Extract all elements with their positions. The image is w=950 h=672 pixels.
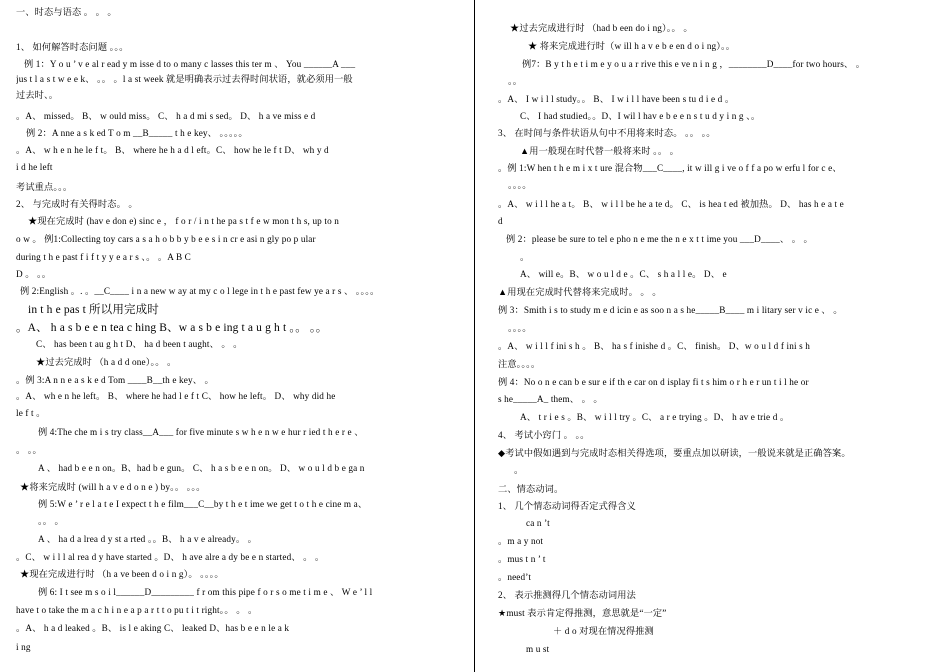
text-line: A 、 had b e e n on。B、had b e gun。 C、 h a s b e e n on。 D、 w o u l d b e ga n — [38, 463, 365, 473]
text-line: 。A、 I w i l l study。。 B、 I w i l l have been s tu d i e d 。 — [498, 94, 735, 104]
text-line: 。例 1:W hen t h e m i x t ure 混合物___C____, it w ill g i ve o f f a po w erfu l for c e、 — [498, 163, 842, 173]
text-line: 。C、 w i l l al rea d y have started 。D、 h ave alre a dy be e n started、 。 。 — [16, 552, 325, 562]
text-line: during t h e past f i f t y y e a r s 、。 。A B C — [16, 252, 191, 262]
text-line: 。need’t — [498, 572, 532, 582]
text-line: 二、情态动词。 — [498, 484, 564, 494]
text-line: 。。 。 — [38, 516, 64, 526]
text-line: 一、时态与语态 。 。 。 — [16, 7, 117, 17]
text-line: 例 5:W e ’ r e l a t e I expect t h e film___C__by t h e t ime we get t o t h e cine m a、 — [38, 499, 368, 509]
text-line: C、 I had studied。。D、I wil l hav e b e e n s t u d y i n g 、。 — [520, 111, 761, 121]
text-line: o w 。 例1:Collecting toy cars a s a h o b b y b e e s i n cr e asi n gly po p ular — [16, 234, 316, 244]
text-line: ▲用现在完成时代替将来完成时。 。 。 — [498, 287, 662, 297]
text-line: 。 。。 — [16, 445, 42, 455]
text-line: 。 — [514, 465, 524, 475]
text-line: ★must 表示肯定得推测，意思就是“一定” — [498, 608, 667, 618]
text-line: 2、 表示推测得几个情态动词用法 — [498, 590, 636, 600]
text-line: 。A、 h a d leaked 。B、 is l e aking C、 leaked D、has b e e n le a k — [16, 623, 290, 633]
text-line: ◆考试中假如遇到与完成时态相关得选项，要重点加以研读，一般说来就是正确答案。 — [498, 448, 851, 458]
text-line: ▲用一般现在时代替一般将来时 。。 。 — [520, 146, 679, 156]
text-line: 。mus t n ’ t — [498, 554, 546, 564]
text-line: 。A、 w i l l f ini s h 。 B、 ha s f inishe d 。C、 finish。 D、w o u l d f ini s h — [498, 341, 811, 351]
text-line: have t o take the m a c h i n e a p a r t t o pu t i t right。。 。 。 — [16, 605, 258, 615]
text-line: 考试重点。。。 — [16, 182, 73, 192]
text-line: ★过去完成时 （h a d d one）。。 。 — [36, 357, 177, 367]
text-line: jus t l a s t w e e k、 。。 。l a st week 就是明确表示过去得时间状语，就必须用一般 — [16, 74, 353, 84]
text-line: 。。 — [508, 76, 523, 86]
text-line: ★过去完成进行时 （had b een do i ng）。。 。 — [510, 23, 693, 33]
text-line: 4、 考试小窍门 。 。。 — [498, 430, 590, 440]
text-line: 1、 几个情态动词得否定式得含义 — [498, 501, 636, 511]
text-line: ★将来完成时 (will h a v e d o n e ) by。。 。。。 — [20, 482, 206, 492]
text-line: A 、 ha d a lrea d y st a rted 。。B、 h a v e already。 。 — [38, 534, 257, 544]
text-line: ★ 将来完成进行时（w ill h a v e b e en d o i ng）。。 — [528, 41, 736, 51]
text-line: ★现在完成时 (hav e don e) sinc e ， f o r / i n t he pa s t f e w mon t h s, up to n — [28, 216, 340, 226]
text-line: 例 2：please be sure to tel e pho n e me the n e x t t ime you ___D____、 。 。 — [506, 234, 813, 244]
text-line: le f t 。 — [16, 408, 46, 418]
text-line: 例 1：Y o u ’ v e al r ead y m isse d to o many c lasses this ter m 、 You ______A ___ — [24, 59, 356, 69]
text-line: 。A、 w h e n he le f t。 B、 where he h a d l eft。C、 how he le f t D、 wh y d — [16, 145, 329, 155]
text-line: 例 2:English 。. 。__C____ i n a new w ay at my c o l lege in t h e past few ye a r s 、 。。。。 — [20, 286, 380, 296]
text-line: ＋ d o 对现在情况得推测 — [553, 626, 654, 636]
text-line: in t h e pas t 所以用完成时 — [28, 304, 159, 316]
text-line: 。A、 h a s b e e n tea c hing B、w a s b e ing t a u g h t 。。 。。 — [16, 322, 328, 334]
text-line: m u st — [526, 644, 550, 654]
text-line: ca n ’t — [526, 518, 550, 528]
text-line: 。m a y not — [498, 536, 544, 546]
text-line: 。A、 wh e n he left。 B、 where he had l e f t C、 how he left。 D、 why did he — [16, 391, 336, 401]
text-line: 过去时、。 — [16, 90, 59, 100]
text-line: 例 2：A nne a s k ed T o m __B_____ t h e key、 。。。。。 — [26, 128, 248, 138]
text-line: 。A、 missed。 B、 w ould miss。 C、 h a d mi s sed。 D、 h a ve miss e d — [16, 111, 316, 121]
text-line: i d he left — [16, 162, 53, 172]
text-line: 1、 如何解答时态问题 。。。 — [16, 42, 129, 52]
text-line: 例7：B y t h e t i m e y o u a r rive this e ve n i n g ，________D____for two hours、 。 — [522, 59, 866, 69]
text-line: C、 has been t au g h t D、 ha d been t aught、 。 。 — [36, 339, 243, 349]
text-line: 3、 在时间与条件状语从句中不用将来时态。 。。 。。 — [498, 128, 716, 138]
text-line: 2、 与完成时有关得时态。 。 — [16, 199, 138, 209]
text-line: ★现在完成进行时 （h a ve been d o i n g）。 。。。。 — [20, 569, 224, 579]
text-line: 。 — [520, 252, 530, 262]
text-line: 例 6: I t see m s o i l______D_________ f r om this pipe f o r s o me t i m e 、 W e ’ l l — [38, 587, 373, 597]
text-line: 。A、 w i l l he a t。 B、 w i l l be he a te d。 C、 is hea t ed 被加热。 D、 has h e a t e — [498, 199, 844, 209]
text-line: 注意。。。。 — [498, 359, 541, 369]
text-line: D 。 。。 — [16, 269, 52, 279]
text-line: s he_____A_ them、 。 。 — [498, 394, 603, 404]
text-line: d — [498, 216, 503, 226]
text-line: 。。。。 — [508, 180, 532, 190]
text-line: 。。。。 — [508, 323, 532, 333]
text-line: 例 3：Smith i s to study m e d icin e as soo n a s he_____B____ m i litary ser v ic e 、 。 — [498, 305, 843, 315]
text-line: i ng — [16, 642, 31, 652]
left-column — [0, 0, 472, 672]
right-column — [482, 0, 950, 672]
text-line: A、 will e。B、 w o u l d e 。C、 s h a l l e。 D、 e — [520, 269, 727, 279]
text-line: 。例 3:A n n e a s k e d Tom ____B__th e key、 。 — [16, 375, 214, 385]
column-divider — [474, 0, 475, 672]
text-line: 例 4:The che m i s try class__A___ for five minute s w h e n w e hur r ied t h e r e 、 — [38, 427, 364, 437]
text-line: A、 t r i e s 。B、 w i l l try 。C、 a r e trying 。D、 h av e trie d 。 — [520, 412, 790, 422]
text-line: 例 4：No o n e can b e sur e if th e car on d isplay fi t s him o r h e r un t i l he or — [498, 377, 809, 387]
